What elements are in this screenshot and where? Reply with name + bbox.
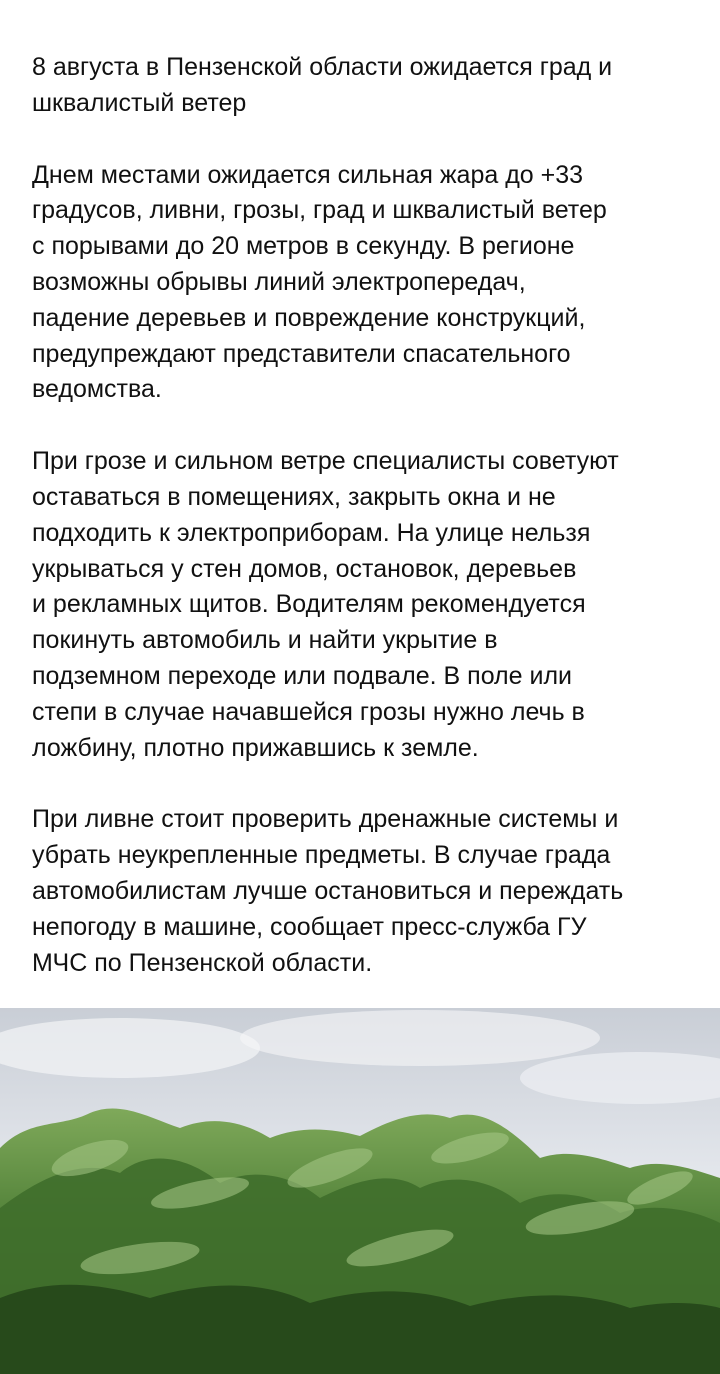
post-paragraph-3: При ливне стоит проверить дренажные системы и убрать неукрепленные предметы. В случае града автомобилистам лучше остановиться и переждать непогоду в машине, сообщает пресс-служба ГУ МЧС по Пензенской области. [32,805,624,977]
windy-trees-image [0,1008,720,1374]
post-headline: 8 августа в Пензенской области ожидается град и шквалистый ветер [32,53,613,117]
post-photo[interactable] [0,1008,720,1374]
post-body [32,50,692,1017]
post-paragraph-1: Днем местами ожидается сильная жара до +33 градусов, ливни, грозы, град и шквалистый ветер с порывами до 20 метров в секунду. В регионе возможны обрывы линий электропередач, падение деревьев и повреждение конструкций, предупреждают представители спасательного ведомства. [32,160,607,404]
post-paragraph-2: При грозе и сильном ветре специалисты советуют оставаться в помещениях, закрыть окна и не подходить к электроприборам. На улице нельзя укрываться у стен домов, остановок, деревьев и рекламных щитов. Водителям рекомендуется покинуть автомобиль и найти укрытие в подземном переходе или подвале. В поле или степи в случае начавшейся грозы нужно лечь в ложбину, плотно прижавшись к земле. [32,447,619,762]
